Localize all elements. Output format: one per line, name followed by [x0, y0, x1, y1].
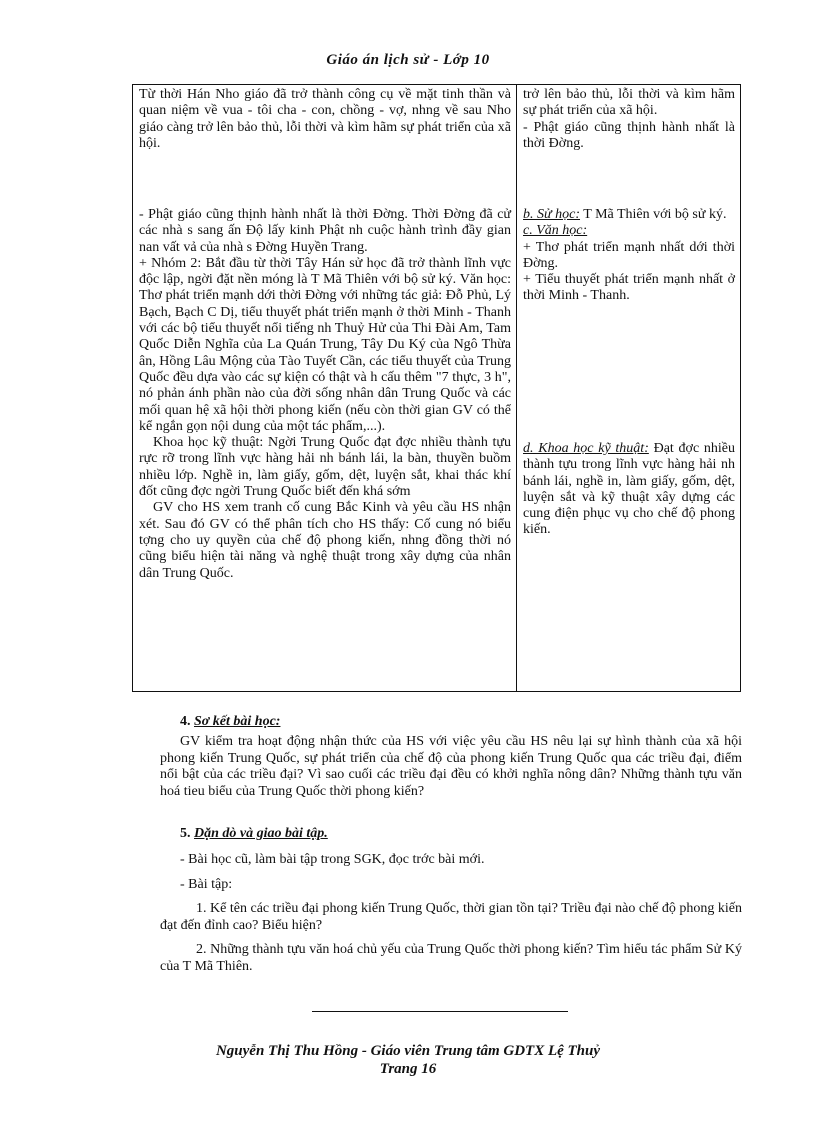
science-text: Đạt đợc nhiều thành tựu trong lĩnh vực hàng hải nh bánh lái, nghề in, làm giấy, gốm, dệt, luyện sắt và kỹ thuật xây dựng các cung điện phục vụ cho chế độ phong kiến.	[523, 441, 735, 538]
assignment-line: 2. Những thành tựu văn hoá chủ yếu của Trung Quốc thời phong kiến? Tìm hiểu tác phẩm Sử Ký của T Mã Thiên.	[160, 942, 742, 974]
assignment-line: - Bài tập:	[180, 876, 233, 892]
section-4-heading	[180, 714, 280, 730]
assignment-line: 1. Kể tên các triều đại phong kiến Trung Quốc, thời gian tồn tại? Triều đại nào chế độ phong kiến đạt đến đỉnh cao? Biểu hiện?	[160, 901, 742, 933]
right-cell-1	[523, 87, 735, 152]
page-footer	[0, 1042, 816, 1078]
right-paragraph: trở lên bảo thủ, lỗi thời và kìm hãm sự phát triển của xã hội.	[523, 87, 735, 119]
right-paragraph: + Thơ phát triển mạnh nhất dới thời Đờng.	[523, 239, 735, 271]
left-paragraph: - Phật giáo cũng thịnh hành nhất là thời Đờng. Thời Đờng đã cử các nhà s sang ấn Độ lấy kinh Phật nh cuộc hành trình đầy gian nan vất vả của nhà s Đờng Huyền Trang.	[139, 207, 511, 255]
right-cell-2	[523, 207, 735, 305]
content-table	[132, 84, 741, 692]
right-paragraph: + Tiểu thuyết phát triển mạnh nhất ở thời Minh - Thanh.	[523, 272, 735, 304]
science-label: d. Khoa học kỹ thuật:	[523, 441, 649, 456]
history-text: T Mã Thiên với bộ sử ký.	[583, 207, 727, 222]
right-paragraph: - Phật giáo cũng thịnh hành nhất là thời Đờng.	[523, 119, 735, 151]
section-4-text	[160, 734, 742, 800]
page-header: Giáo án lịch sử - Lớp 10	[326, 52, 490, 68]
left-paragraph: Khoa học kỹ thuật: Ngời Trung Quốc đạt đợc nhiều thành tựu rực rỡ trong lĩnh vực hàng hải nh bánh lái, la bàn, thuyền buồm nhiều lớp. Nghề in, làm giấy, gốm, dệt, luyện sắt, khai thác khí đốt cũng đợc ngời Trung Quốc biết đến khá sớm	[139, 435, 511, 500]
section-paragraph: GV kiểm tra hoạt động nhận thức của HS với việc yêu cầu HS nêu lại sự hình thành của xã hội phong kiến Trung Quốc, sự phát triển của chế độ của phong kiến Trung Quốc qua các triều đại, điểm nổi bật của các triều đại? Vì sao cuối các triều đại đều có khởi nghĩa nông dân? Những thành tựu văn hoá tieu biểu của Trung Quốc thời phong kiến?	[160, 734, 742, 799]
section-5-heading	[180, 826, 328, 842]
left-paragraph: + Nhóm 2: Bắt đầu từ thời Tây Hán sử học đã trở thành lĩnh vực độc lập, ngời đặt nền móng là T Mã Thiên với bộ sử ký. Văn học: Thơ phát triển mạnh dới thời Đờng với những tác giả: Đỗ Phủ, Lý Bạch, Bạch C Dị, tiểu thuyết phát triển mạnh ở thời Minh - Thanh với các bộ tiểu thuyết nổi tiếng nh Thuỷ Hử của Thi Đài Am, Tam Quốc Diễn Nghĩa của La Quán Trung, Tây Du Ký của Ngô Thừa ân, Hồng Lâu Mộng của Tào Tuyết Cần, các tiểu thuyết của Trung Quốc đều dựa vào các sự kiện có thật và h cấu thêm "7 thực, 3 h", nó phản ánh phần nào của đời sống nhân dân Trung Quốc và các mối quan hệ xã hội thời phong kiến (nếu còn thời gian GV có thể kể ngắn gọn nội dung của một tác phẩm,...).	[139, 255, 511, 434]
footer-author: Nguyễn Thị Thu Hồng - Giáo viên Trung tâm GDTX Lệ Thuỷ	[215, 1043, 601, 1059]
section-5-text	[160, 852, 742, 975]
page-number: Trang 16	[379, 1061, 437, 1077]
section-number: 4.	[180, 714, 191, 729]
divider-line	[312, 1011, 568, 1012]
left-cell-1: Từ thời Hán Nho giáo đã trở thành công cụ về mặt tinh thần và quan niệm về vua - tôi cha - con, chồng - vợ, nhng về sau Nho giáo càng trở lên bảo thủ, lỗi thời và kìm hãm sự phát triển của xã hội.	[139, 87, 511, 151]
history-item	[523, 207, 735, 223]
section-title: Sơ kết bài học:	[194, 714, 281, 729]
left-paragraph: GV cho HS xem tranh cố cung Bắc Kinh và yêu cầu HS nhận xét. Sau đó GV có thể phân tích cho HS thấy: Cố cung nó biểu tợng cho uy quyền của chế độ phong kiến, nhng đồng thời nó cũng biểu hiện tài năng và nghệ thuật trong xây dựng của nhân dân Trung Quốc.	[139, 500, 511, 581]
assignment-line: - Bài học cũ, làm bài tập trong SGK, đọc trớc bài mới.	[180, 852, 485, 867]
left-cell-2	[139, 207, 511, 582]
right-cell-3	[523, 441, 735, 539]
section-number: 5.	[180, 826, 191, 841]
history-label: b. Sử học:	[523, 207, 581, 222]
science-item	[523, 441, 735, 539]
column-divider	[516, 85, 517, 691]
literature-item	[523, 223, 735, 239]
section-title: Dặn dò và giao bài tập.	[194, 826, 328, 841]
literature-label: c. Văn học:	[523, 223, 588, 239]
